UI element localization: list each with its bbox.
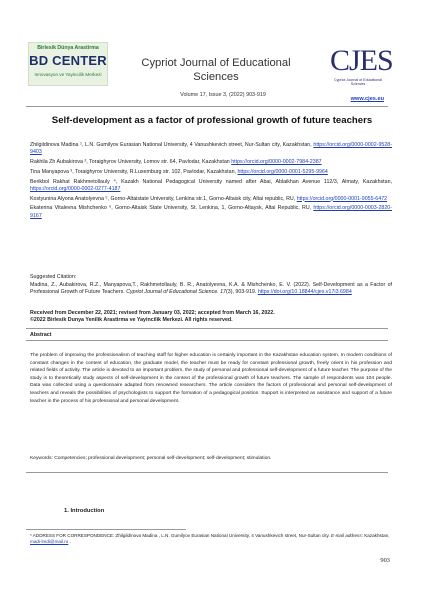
received-line: Received from December 22, 2021; revised from January 03, 2022; accepted from March 16, 2022. — [30, 310, 275, 316]
cjes-logo — [330, 42, 393, 90]
footnote-rule — [26, 529, 186, 530]
author-entry: Zhilgildinova Madina ¹, L.N. Gumilyov Eurasian National University, 4 Vanushkevich street, Nur-Sultan city, Kazakhstan, https://orcid.org/0000-0002-9528-9403 — [30, 142, 392, 156]
logo-line1: Birlesik Dünya Arastirma — [37, 45, 99, 51]
abstract-label: Abstract — [30, 332, 52, 338]
header-divider — [26, 106, 388, 107]
orcid-link[interactable]: https://orcid.org/0000-0001-9055-6472 — [296, 195, 388, 202]
citation-body: Madina, Z., Aubakirova, R.Z., Manyapova,T., Rakhmetollauly, B. R., Anatolyevna, K.A. & Mishchenko, E. V. (2022). Self-Development as a Factor of Professional Growth of Future Teachers. Cypriot Journal of Educational Science. 17(3), 903-919. https://doi.org/10.18844/cjes.v17i3.6984 — [30, 282, 392, 296]
cjes-logo-subtitle: Cypriot Journal of Educational Sciences — [334, 78, 382, 87]
abstract-label-rule — [26, 340, 388, 341]
volume-info: Volume 17, Issue 3, (2022) 903-919 — [180, 92, 266, 98]
received-dates — [30, 310, 392, 324]
page-number: 903 — [380, 557, 390, 564]
author-entry: Tina Manyapova ³, Toraighyrov University, R.Luxemburg str. 102, Pavlodar, Kazakhstan, https://orcid.org/0000-0001-5295-9964 — [30, 168, 328, 175]
bd-center-logo — [28, 42, 108, 86]
orcid-link[interactable]: https://orcid.org/0000-0002-9528-9403 — [30, 142, 392, 156]
author-entry: Ekaterina Vitalevna Mishchenko ⁶, Gorno-Altaisk State University, St. Lenkina, 1, Gorno-Altaysk, Altai Republic, RU, https://orcid.org/0000-0003-2820-9167 — [30, 205, 392, 219]
abstract-text: The problem of improving the professionalism of teaching staff for higher education is certainly important in the Kazakhstan education system. In modern conditions of constant changes in the content of education, the graduate model, the teacher must be ready for constant professional growth, freely orient in his profession and related fields of activity. The article is devoted to an important problem, the study of personal and professional self-development of a future teacher. The purpose of the study is to theoretically study aspects of self-development in the context of the professional growth of future teachers. The sample of respondents was 104 people. Data was collected using a questionnaire adapted from renowned researchers. The article considers the factors of professional and personal self-development of teachers and reveals the possibilities of psychologists to support the formation of a pedagogical position. Support is interpreted as assistance and support of a future teacher in the process of his professional and personal development. — [30, 353, 392, 404]
journal-title: Cypriot Journal of Educational Sciences — [141, 57, 291, 83]
orcid-link[interactable]: https://orcid.org/0000-0002-7984-2387 — [231, 159, 322, 165]
author-entry: Berikbol Rakhat Rakhmetollauly ⁴, Kazakh National Pedagogical University named after Abai, Ablaikhan Avenue 112/3, Almaty, Kazakhstan, https://orcid.org/0000-0002-0277-4187 — [30, 178, 392, 192]
keywords: Keywords: Competencies; professional development; personal self-development; self-development; stimulation. — [30, 456, 272, 461]
author-list — [30, 142, 392, 222]
orcid-link[interactable]: https://orcid.org/0000-0003-2820-9167 — [30, 205, 392, 219]
orcid-link[interactable]: https://orcid.org/0000-0002-0277-4187 — [30, 185, 121, 192]
copyright-line: ©2022 Birlesik Dunya Yenilik Arastirma ve Yayincilik Merkezi. All rights reserved. — [30, 317, 233, 324]
logo-line2: BD CENTER — [29, 53, 107, 68]
correspondence-footnote: * ADDRESS FOR CORRESPONDENCE: Zhilgildinova Madina , L.N. Gumilyov Eurasian National University, 4 Vanushkevich street, Nur-Sultan city. E-mail address: Kazakhstan, madi-lmdi@mail.ru . — [30, 533, 390, 545]
section-heading-introduction: 1. Introduction — [64, 508, 105, 514]
abstract-top-rule — [26, 328, 388, 329]
cjes-logo-mark: CJES — [330, 44, 393, 77]
logo-line3: Innovasyon ve Yayincilik Merkezi — [34, 72, 102, 77]
citation-label: Suggested Citation: — [30, 274, 77, 280]
orcid-link[interactable]: https://orcid.org/0000-0001-5295-9964 — [237, 168, 328, 175]
journal-website-link[interactable]: www.cjes.eu — [350, 96, 384, 102]
suggested-citation — [30, 274, 392, 297]
paper-title: Self-development as a factor of professional growth of future teachers — [51, 115, 373, 126]
email-link[interactable]: madi-lmdi@mail.ru — [30, 539, 69, 545]
doi-link[interactable]: https://doi.org/10.18844/cjes.v17i3.6984 — [257, 289, 352, 296]
author-entry: Kostyunina Alyona Anatolyevna ⁵, Gorno-Altaistate University, Lenkina str.1, Gorno-Altaisk city, Altai republic, RU, https://orcid.org/0000-0001-9055-6472 — [30, 195, 388, 202]
abstract-bottom-rule — [26, 472, 388, 473]
author-entry: Rakhila Zh Aubakirova ², Toraighyrov University, Lomov str. 64, Pavlodar, Kazakhstan https://orcid.org/0000-0002-7984-2387 — [30, 159, 322, 165]
citation-journal: Cypriot Journal of Educational Science. 17 — [126, 289, 227, 296]
